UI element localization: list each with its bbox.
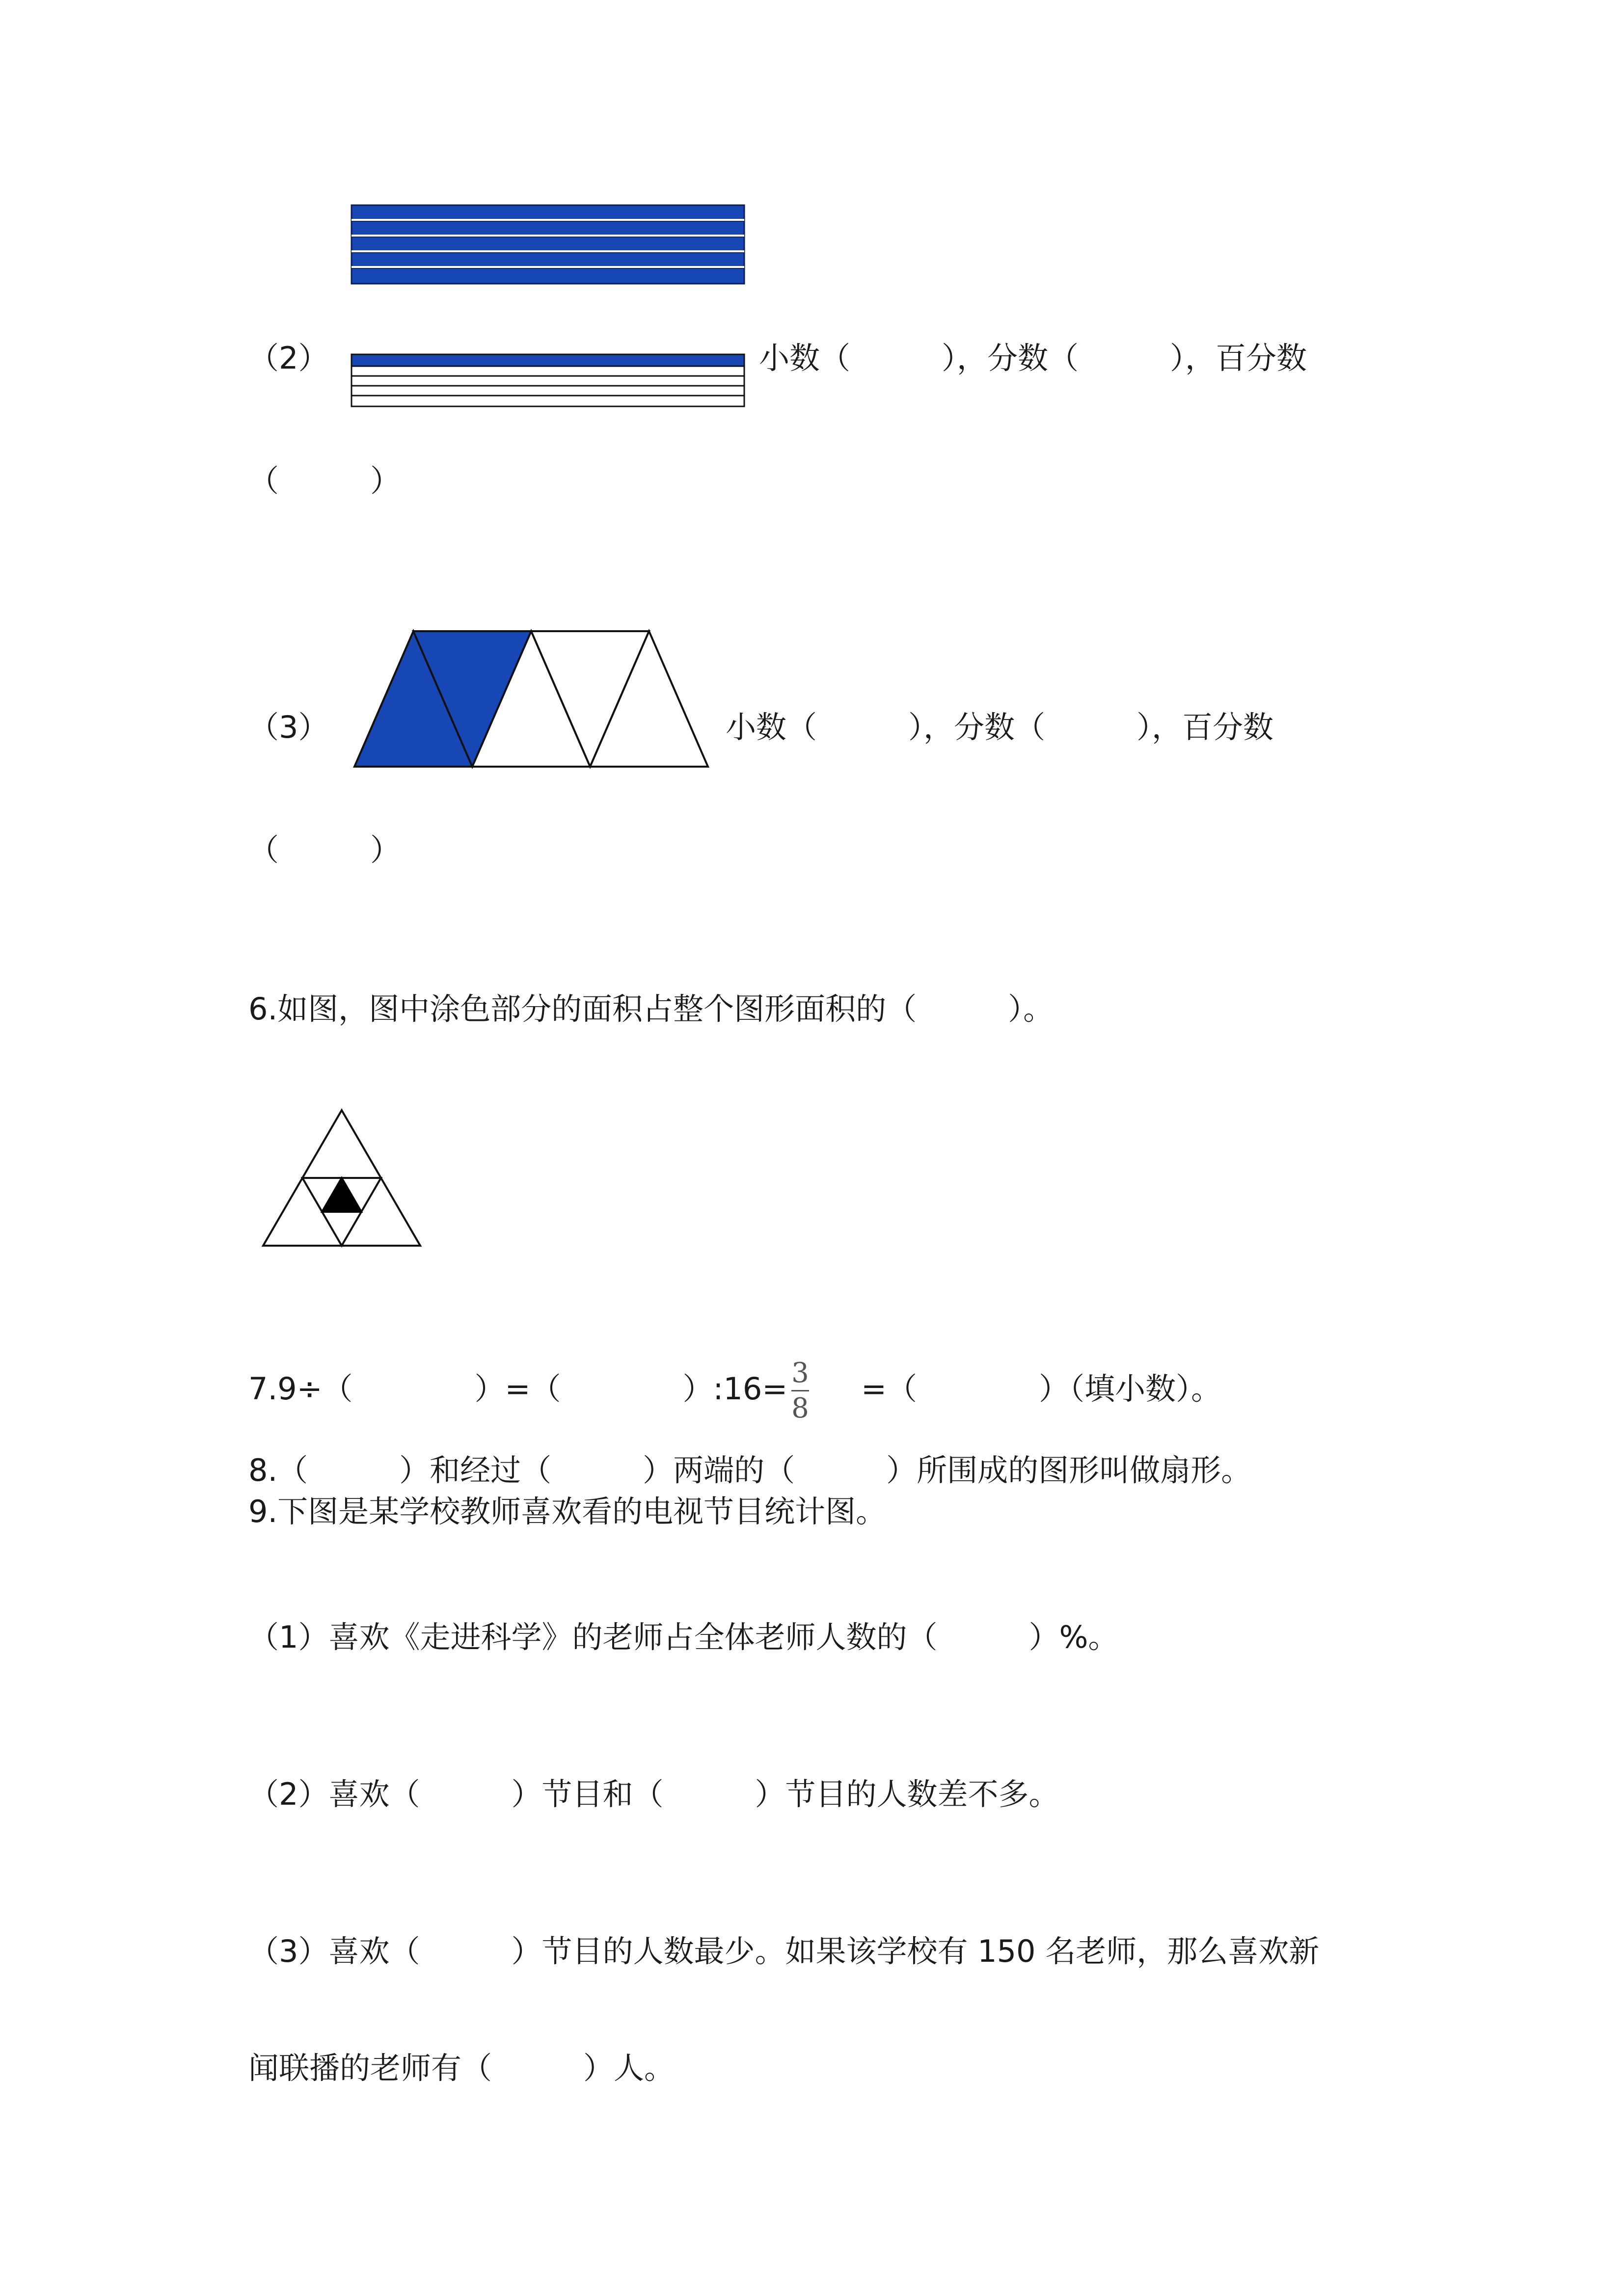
nested-triangle-figure	[260, 1107, 427, 1250]
q5-part3-label: （3）	[248, 709, 329, 745]
partially-shaded-bar-figure	[352, 354, 744, 408]
q5-part3-blanks: 小数（ ），分数（ ），百分数	[726, 709, 1274, 745]
fraction-bar	[791, 1390, 809, 1391]
bar-row-2	[352, 366, 744, 376]
q5-part2-percent-blank: （ ）	[248, 463, 401, 499]
fraction-numerator: 3	[791, 1357, 809, 1389]
bar-row-4	[352, 386, 744, 396]
bar-row-shaded	[352, 354, 744, 366]
q6-question: 6.如图，图中涂色部分的面积占整个图形面积的（ ）。	[248, 991, 1054, 1027]
q9-sub1: （1）喜欢《走进科学》的老师占全体老师人数的（ ）%。	[248, 1619, 1119, 1655]
triangle-strip-figure	[352, 628, 715, 771]
bar-strip-1	[352, 205, 744, 221]
q5-part3-percent-blank: （ ）	[248, 832, 401, 868]
q5-part2-label: （2）	[248, 340, 329, 376]
bar-strip-5	[352, 268, 744, 284]
q9-sub2: （2）喜欢（ ）节目和（ ）节目的人数差不多。	[248, 1776, 1059, 1812]
shaded-bar-full-figure	[352, 205, 744, 284]
q9-intro: 9.下图是某学校教师喜欢看的电视节目统计图。	[248, 1494, 887, 1529]
bar-row-3	[352, 376, 744, 386]
fraction-denominator: 8	[791, 1392, 809, 1424]
bar-strip-4	[352, 252, 744, 268]
q7-suffix: =（ ）（填小数）。	[861, 1371, 1221, 1407]
bar-strip-2	[352, 221, 744, 237]
q9-sub3-line1: （3）喜欢（ ）节目的人数最少。如果该学校有 150 名老师，那么喜欢新	[248, 1933, 1320, 1969]
q7-prefix: 7.9÷（ ）=（ ）:16=	[248, 1371, 788, 1407]
q8-question: 8.（ ）和经过（ ）两端的（ ）所围成的图形叫做扇形。	[248, 1452, 1252, 1488]
bar-strip-3	[352, 237, 744, 252]
bar-row-5	[352, 396, 744, 406]
q5-part2-blanks: 小数（ ），分数（ ），百分数	[759, 340, 1307, 376]
q9-sub3-line2: 闻联播的老师有（ ）人。	[248, 2050, 675, 2086]
